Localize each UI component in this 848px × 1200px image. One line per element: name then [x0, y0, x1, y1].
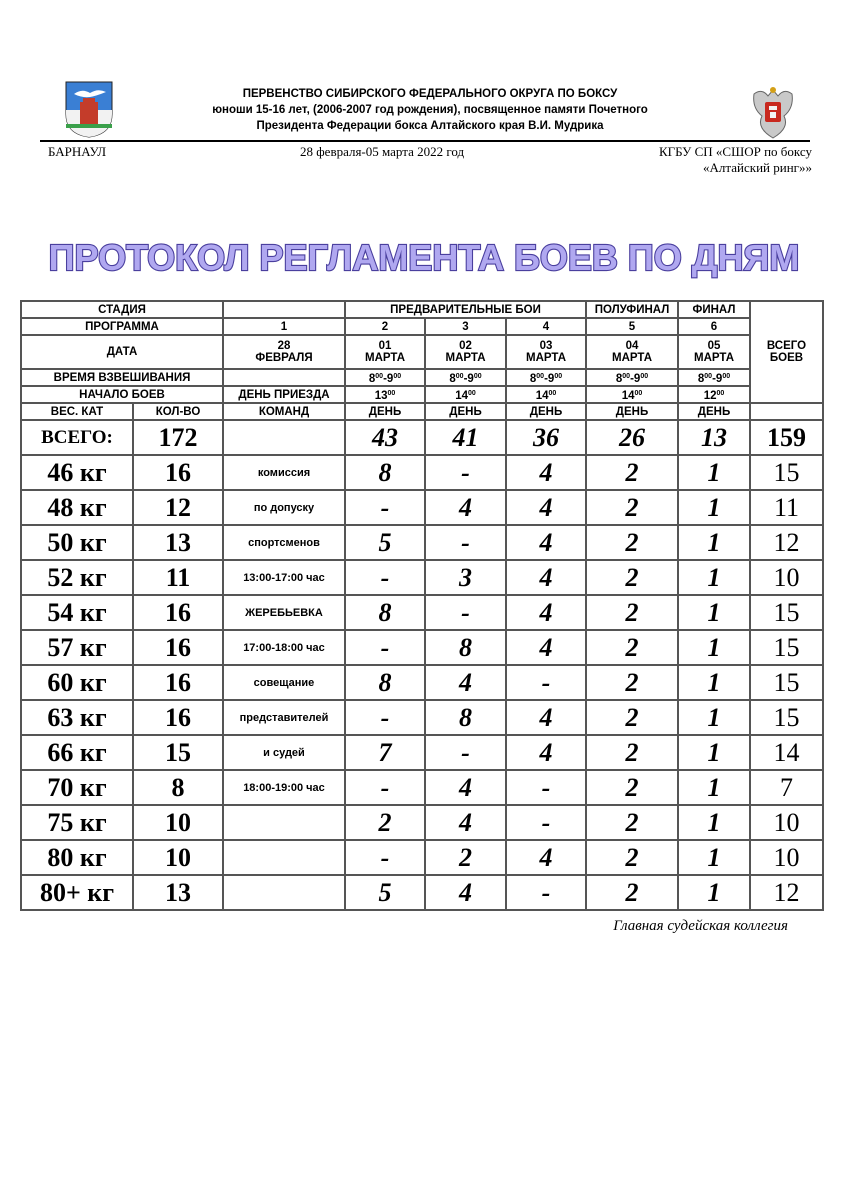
start-time	[586, 386, 678, 403]
table-row	[21, 805, 823, 840]
championship-title-line-3: Президента Федерации бокса Алтайского края В.И. Мудрика	[256, 120, 604, 132]
bouts-day-1: 8	[345, 595, 425, 630]
bouts-total: 14	[750, 735, 823, 770]
weigh-from: 8	[368, 372, 376, 385]
participant-count: 15	[133, 735, 223, 770]
table-row	[21, 735, 823, 770]
header-row-program	[21, 318, 823, 335]
bouts-day-1: -	[345, 560, 425, 595]
schedule-note: 18:00-19:00 час	[223, 770, 345, 805]
bouts-day-5: 1	[678, 840, 750, 875]
table-row	[21, 770, 823, 805]
russian-boxing-federation-emblem-icon	[750, 84, 796, 140]
stage-preliminary: ПРЕДВАРИТЕЛЬНЫЕ БОИ	[345, 301, 586, 318]
bouts-day-1: -	[345, 770, 425, 805]
date-month: ФЕВРАЛЯ	[255, 352, 313, 364]
bouts-total: 15	[750, 665, 823, 700]
date-month: МАРТА	[611, 352, 652, 364]
table-row	[21, 560, 823, 595]
weight-class-rows	[21, 455, 823, 910]
header-divider	[40, 140, 810, 142]
participant-count: 10	[133, 805, 223, 840]
organizer-line-2: «Алтайский ринг»»	[703, 160, 812, 175]
bouts-day-2: -	[425, 525, 506, 560]
bouts-day-1: 8	[345, 665, 425, 700]
totals-grand: 159	[750, 420, 823, 455]
weight-class: 66 кг	[21, 735, 133, 770]
date-day: 28	[277, 340, 291, 352]
schedule-note: по допуску	[223, 490, 345, 525]
participant-count: 8	[133, 770, 223, 805]
bouts-total: 10	[750, 560, 823, 595]
document-header	[0, 0, 848, 180]
totals-day-4: 26	[586, 420, 678, 455]
total-bouts-header	[750, 301, 823, 403]
weigh-in-time	[586, 369, 678, 386]
start-minute: 00	[468, 389, 476, 397]
table-row	[21, 595, 823, 630]
table-row	[21, 875, 823, 910]
bouts-day-4: 2	[586, 770, 678, 805]
schedule-note	[223, 805, 345, 840]
bouts-day-2: 4	[425, 770, 506, 805]
bouts-day-2: 2	[425, 840, 506, 875]
participant-count: 10	[133, 840, 223, 875]
date-month: МАРТА	[364, 352, 405, 364]
participant-count: 16	[133, 595, 223, 630]
start-hour: 13	[374, 389, 388, 402]
bouts-day-4: 2	[586, 455, 678, 490]
date-month: МАРТА	[693, 352, 734, 364]
program-label: ПРОГРАММА	[21, 318, 223, 335]
empty-cell	[223, 301, 345, 318]
schedule-note: 17:00-18:00 час	[223, 630, 345, 665]
weigh-from-min: 00	[622, 372, 631, 380]
bouts-day-4: 2	[586, 630, 678, 665]
bouts-day-4: 2	[586, 490, 678, 525]
date-label: ДАТА	[21, 335, 223, 369]
start-hour: 14	[455, 389, 468, 402]
bouts-day-2: 4	[425, 805, 506, 840]
weight-class: 80 кг	[21, 840, 133, 875]
totals-row	[21, 420, 823, 455]
weigh-dash: -	[630, 372, 634, 385]
schedule-note	[223, 875, 345, 910]
schedule-note	[223, 840, 345, 875]
weight-class: 52 кг	[21, 560, 133, 595]
schedule-note: и судей	[223, 735, 345, 770]
totals-label: ВСЕГО:	[21, 420, 133, 455]
organizer	[600, 144, 812, 176]
bouts-total: 10	[750, 840, 823, 875]
bouts-day-5: 1	[678, 455, 750, 490]
day-label: ДЕНЬ	[425, 403, 506, 420]
bouts-day-2: -	[425, 595, 506, 630]
start-minute: 00	[634, 389, 643, 397]
participant-count: 16	[133, 455, 223, 490]
weigh-to: 9	[547, 372, 555, 385]
weigh-from-min: 00	[704, 372, 713, 380]
bouts-day-1: -	[345, 840, 425, 875]
document-title	[0, 232, 848, 282]
start-minute: 00	[387, 389, 396, 397]
document-title-text: ПРОТОКОЛ РЕГЛАМЕНТА БОЕВ ПО ДНЯМ	[48, 237, 800, 278]
organizer-line-1: КГБУ СП «СШОР по боксу	[658, 144, 812, 159]
weigh-from: 8	[449, 372, 456, 385]
empty-cell	[223, 369, 345, 386]
weigh-in-label: ВРЕМЯ ВЗВЕШИВАНИЯ	[21, 369, 223, 386]
bouts-day-4: 2	[586, 665, 678, 700]
teams-label: КОМАНД	[223, 403, 345, 420]
stage-semifinal: ПОЛУФИНАЛ	[586, 301, 678, 318]
schedule-note: совещание	[223, 665, 345, 700]
header-row-date	[21, 335, 823, 369]
bouts-day-2: -	[425, 735, 506, 770]
bouts-day-5: 1	[678, 490, 750, 525]
schedule-note: представителей	[223, 700, 345, 735]
bouts-day-2: 4	[425, 490, 506, 525]
weight-class: 50 кг	[21, 525, 133, 560]
bouts-total: 15	[750, 700, 823, 735]
participant-count: 16	[133, 700, 223, 735]
start-time	[345, 386, 425, 403]
signature-caption: Главная судейская коллегия	[613, 918, 788, 934]
table-row	[21, 490, 823, 525]
bouts-day-4: 2	[586, 840, 678, 875]
weight-class: 48 кг	[21, 490, 133, 525]
program-2: 2	[345, 318, 425, 335]
count-label: КОЛ-ВО	[133, 403, 223, 420]
program-3: 3	[425, 318, 506, 335]
bouts-day-4: 2	[586, 525, 678, 560]
bouts-day-1: -	[345, 700, 425, 735]
date-month: МАРТА	[525, 352, 566, 364]
weigh-to-min: 00	[722, 372, 731, 380]
start-hour: 12	[703, 389, 717, 402]
bouts-day-5: 1	[678, 770, 750, 805]
bouts-day-4: 2	[586, 595, 678, 630]
bouts-day-3: -	[506, 665, 586, 700]
bouts-day-2: 3	[425, 560, 506, 595]
bouts-day-2: 8	[425, 630, 506, 665]
table-row	[21, 700, 823, 735]
bouts-day-4: 2	[586, 735, 678, 770]
bouts-day-5: 1	[678, 805, 750, 840]
bouts-day-3: -	[506, 770, 586, 805]
bouts-day-1: 5	[345, 875, 425, 910]
bouts-total: 12	[750, 525, 823, 560]
start-minute: 00	[716, 389, 725, 397]
weigh-from-min: 00	[455, 372, 464, 380]
bouts-day-3: -	[506, 875, 586, 910]
start-hour: 14	[621, 389, 635, 402]
city: БАРНАУЛ	[48, 144, 107, 159]
date-3	[425, 335, 506, 369]
weigh-dash: -	[544, 372, 548, 385]
bouts-day-2: 4	[425, 665, 506, 700]
day-label: ДЕНЬ	[586, 403, 678, 420]
bouts-total: 15	[750, 595, 823, 630]
day-label: ДЕНЬ	[678, 403, 750, 420]
stage-label: СТАДИЯ	[21, 301, 223, 318]
participant-count: 13	[133, 525, 223, 560]
empty-cell	[750, 403, 823, 420]
date-day: 03	[539, 340, 553, 352]
table-row	[21, 665, 823, 700]
weigh-to-min: 00	[554, 372, 563, 380]
weigh-to-min: 00	[393, 372, 402, 380]
weight-class: 57 кг	[21, 630, 133, 665]
barnaul-coat-of-arms-icon	[64, 80, 114, 138]
weight-class: 63 кг	[21, 700, 133, 735]
weigh-to: 9	[633, 372, 641, 385]
weigh-from-min: 00	[375, 372, 384, 380]
weigh-in-time	[425, 369, 506, 386]
bouts-day-1: 2	[345, 805, 425, 840]
championship-title-line-2: юноши 15-16 лет, (2006-2007 год рождения), посвященное памяти Почетного	[212, 104, 648, 116]
participant-count: 11	[133, 560, 223, 595]
weight-class: 70 кг	[21, 770, 133, 805]
day-label: ДЕНЬ	[345, 403, 425, 420]
day-label: ДЕНЬ	[506, 403, 586, 420]
participant-count: 13	[133, 875, 223, 910]
empty-cell	[223, 420, 345, 455]
schedule-note: ЖЕРЕБЬЕВКА	[223, 595, 345, 630]
date-6	[678, 335, 750, 369]
bouts-day-4: 2	[586, 875, 678, 910]
start-hour: 14	[535, 389, 549, 402]
weight-class: 54 кг	[21, 595, 133, 630]
date-1	[223, 335, 345, 369]
header-row-weigh-in	[21, 369, 823, 386]
bouts-day-3: 4	[506, 560, 586, 595]
weigh-from: 8	[529, 372, 537, 385]
bouts-day-5: 1	[678, 630, 750, 665]
table-row	[21, 525, 823, 560]
bouts-day-5: 1	[678, 700, 750, 735]
weigh-dash: -	[463, 372, 468, 385]
bouts-total: 15	[750, 630, 823, 665]
date-day: 02	[459, 340, 472, 352]
header-row-start	[21, 386, 823, 403]
bouts-day-5: 1	[678, 735, 750, 770]
start-time	[678, 386, 750, 403]
bouts-day-4: 2	[586, 700, 678, 735]
totals-count: 172	[133, 420, 223, 455]
table-row	[21, 630, 823, 665]
start-time	[425, 386, 506, 403]
bouts-total: 15	[750, 455, 823, 490]
bouts-day-5: 1	[678, 665, 750, 700]
date-2	[345, 335, 425, 369]
bouts-day-3: 4	[506, 455, 586, 490]
arrival-day-label: ДЕНЬ ПРИЕЗДА	[223, 386, 345, 403]
participant-count: 16	[133, 630, 223, 665]
table-row	[21, 840, 823, 875]
bouts-day-1: -	[345, 490, 425, 525]
date-day: 01	[378, 340, 392, 352]
weight-class: 75 кг	[21, 805, 133, 840]
bouts-day-5: 1	[678, 595, 750, 630]
weigh-dash: -	[383, 372, 387, 385]
bouts-day-2: 4	[425, 875, 506, 910]
weigh-from: 8	[697, 372, 705, 385]
stage-final: ФИНАЛ	[678, 301, 750, 318]
start-label: НАЧАЛО БОЕВ	[21, 386, 223, 403]
weight-class-label: ВЕС. КАТ	[21, 403, 133, 420]
bouts-day-4: 2	[586, 805, 678, 840]
totals-day-5: 13	[678, 420, 750, 455]
weigh-in-time	[345, 369, 425, 386]
championship-title	[150, 86, 710, 134]
bouts-day-3: 4	[506, 735, 586, 770]
date-day: 04	[625, 340, 639, 352]
program-5: 5	[586, 318, 678, 335]
bouts-day-1: -	[345, 630, 425, 665]
participant-count: 12	[133, 490, 223, 525]
event-dates: 28 февраля-05 марта 2022 год	[300, 144, 465, 159]
date-month: МАРТА	[445, 352, 486, 364]
bouts-day-3: 4	[506, 840, 586, 875]
weigh-to-min: 00	[640, 372, 649, 380]
schedule-note: 13:00-17:00 час	[223, 560, 345, 595]
bouts-day-5: 1	[678, 560, 750, 595]
totals-day-2: 41	[425, 420, 506, 455]
weight-class: 46 кг	[21, 455, 133, 490]
weigh-to: 9	[386, 372, 394, 385]
bouts-day-3: 4	[506, 630, 586, 665]
weigh-to: 9	[467, 372, 474, 385]
weigh-in-time	[678, 369, 750, 386]
date-4	[506, 335, 586, 369]
bouts-total: 12	[750, 875, 823, 910]
bouts-day-3: 4	[506, 525, 586, 560]
bouts-day-3: 4	[506, 490, 586, 525]
bouts-total: 7	[750, 770, 823, 805]
bouts-day-3: 4	[506, 700, 586, 735]
bouts-day-3: -	[506, 805, 586, 840]
weight-class: 60 кг	[21, 665, 133, 700]
bout-schedule-table	[20, 300, 824, 911]
totals-day-3: 36	[506, 420, 586, 455]
weigh-from: 8	[615, 372, 623, 385]
weigh-dash: -	[712, 372, 716, 385]
start-time	[506, 386, 586, 403]
table-row	[21, 455, 823, 490]
schedule-note: спортсменов	[223, 525, 345, 560]
bouts-day-5: 1	[678, 875, 750, 910]
bouts-day-3: 4	[506, 595, 586, 630]
bouts-day-1: 8	[345, 455, 425, 490]
bouts-total: 10	[750, 805, 823, 840]
weigh-to: 9	[715, 372, 723, 385]
championship-title-line-1: ПЕРВЕНСТВО СИБИРСКОГО ФЕДЕРАЛЬНОГО ОКРУГА ПО БОКСУ	[242, 88, 618, 100]
participant-count: 16	[133, 665, 223, 700]
program-6: 6	[678, 318, 750, 335]
bouts-day-2: -	[425, 455, 506, 490]
bouts-total: 11	[750, 490, 823, 525]
bouts-day-1: 5	[345, 525, 425, 560]
weight-class: 80+ кг	[21, 875, 133, 910]
header-row-stage	[21, 301, 823, 318]
start-minute: 00	[548, 389, 557, 397]
weigh-to-min: 00	[473, 372, 482, 380]
total-bouts-label: ВСЕГО БОЕВ	[766, 340, 807, 364]
program-1: 1	[223, 318, 345, 335]
date-5	[586, 335, 678, 369]
date-day: 05	[707, 340, 721, 352]
program-4: 4	[506, 318, 586, 335]
header-row-columns	[21, 403, 823, 420]
bouts-day-5: 1	[678, 525, 750, 560]
bouts-day-1: 7	[345, 735, 425, 770]
totals-day-1: 43	[345, 420, 425, 455]
schedule-note: комиссия	[223, 455, 345, 490]
bouts-day-2: 8	[425, 700, 506, 735]
weigh-from-min: 00	[536, 372, 545, 380]
bouts-day-4: 2	[586, 560, 678, 595]
weigh-in-time	[506, 369, 586, 386]
